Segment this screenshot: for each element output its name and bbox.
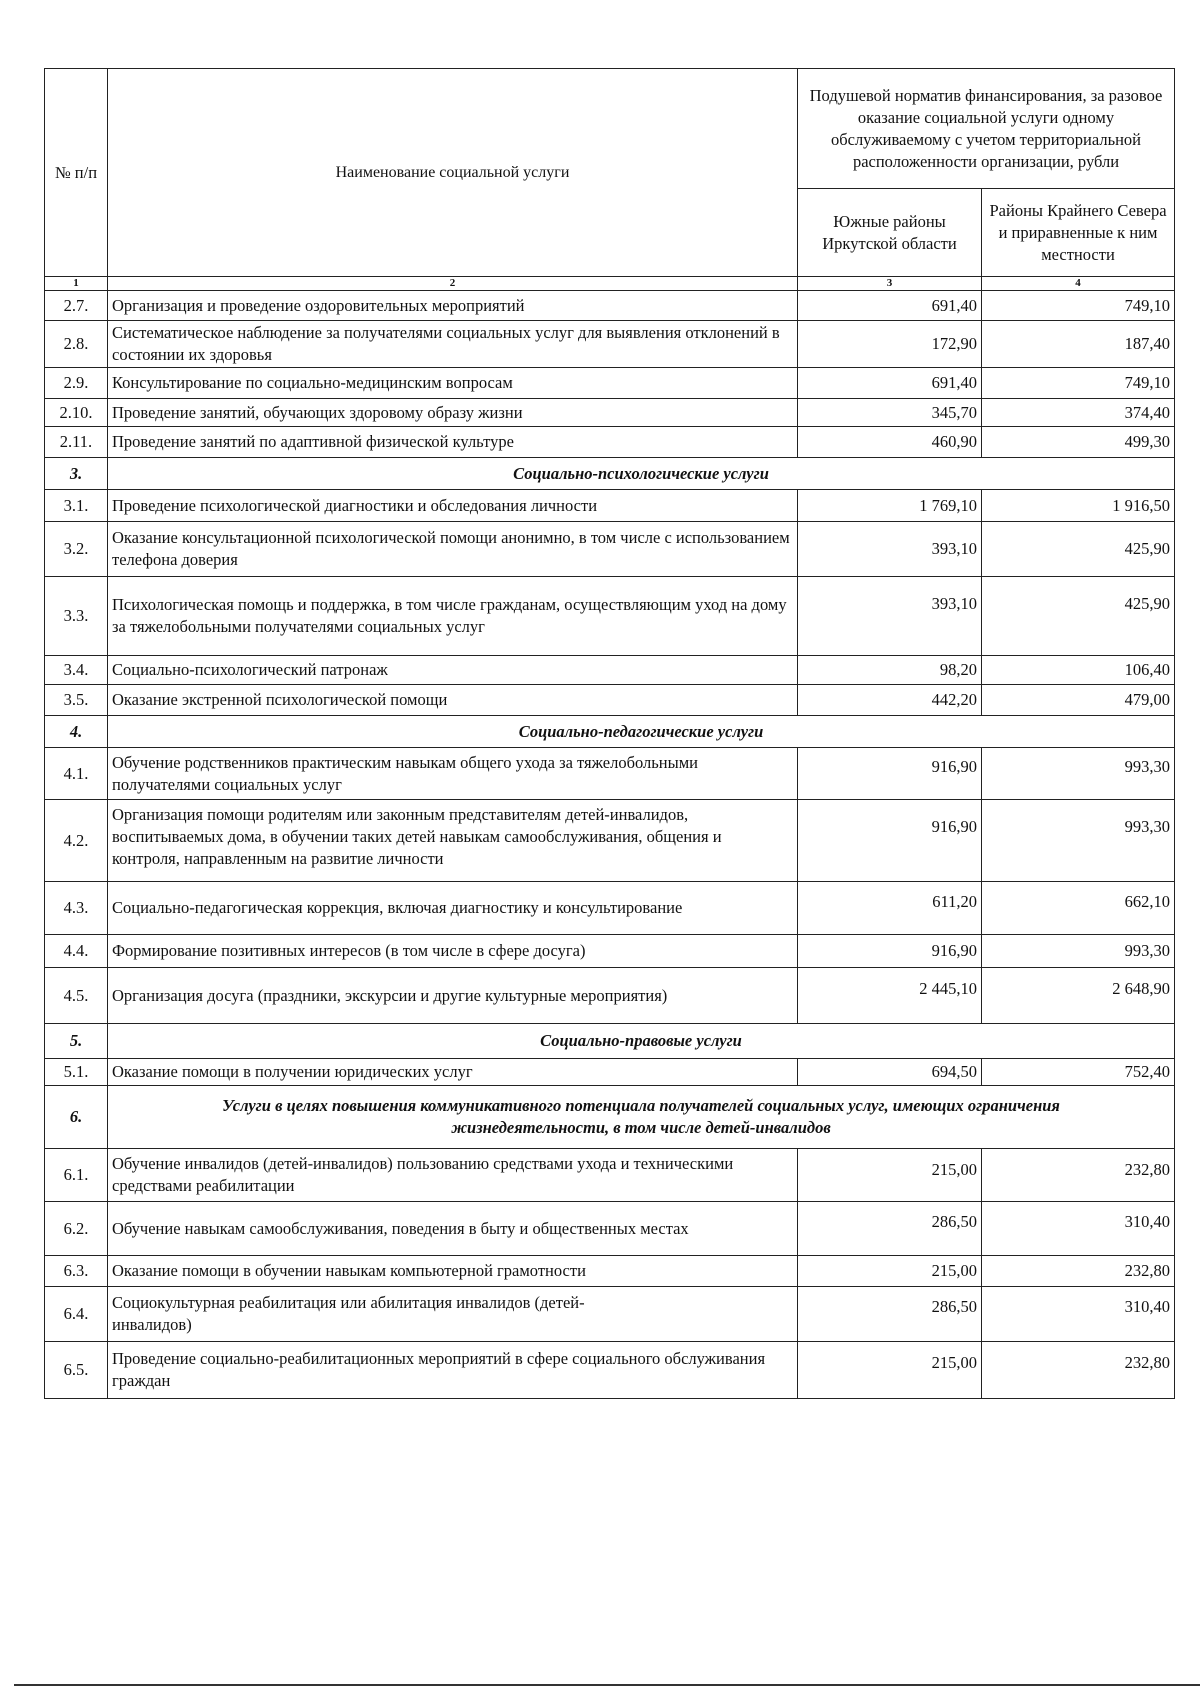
header-norm: Подушевой норматив финансирования, за разовое оказание социальной услуги одному обслуживаемому с учетом территориальной расположенности организации, рубли: [798, 69, 1175, 189]
row-number: 6.5.: [45, 1342, 108, 1399]
row-south: 460,90: [798, 427, 982, 458]
section-row: [45, 716, 1175, 748]
row-number: 3.2.: [45, 522, 108, 577]
row-name: Оказание экстренной психологической помощи: [108, 685, 798, 716]
row-south: 215,00: [798, 1342, 982, 1399]
row-number: 4.5.: [45, 968, 108, 1024]
row-north: 187,40: [982, 321, 1175, 368]
page-bottom-line: [14, 1684, 1200, 1686]
section-number: 3.: [45, 458, 108, 490]
row-south: 916,90: [798, 748, 982, 800]
row-number: 3.5.: [45, 685, 108, 716]
row-north: 749,10: [982, 291, 1175, 321]
row-north: 993,30: [982, 748, 1175, 800]
row-number: 2.10.: [45, 399, 108, 427]
index-cell: 4: [982, 277, 1175, 291]
row-number: 6.4.: [45, 1287, 108, 1342]
row-south: 442,20: [798, 685, 982, 716]
row-south: 172,90: [798, 321, 982, 368]
row-north: 752,40: [982, 1059, 1175, 1086]
row-north: 662,10: [982, 882, 1175, 935]
row-south: 215,00: [798, 1149, 982, 1202]
table-row: [45, 656, 1175, 685]
row-south: 345,70: [798, 399, 982, 427]
header-north: Районы Крайнего Севера и приравненные к ним местности: [982, 189, 1175, 277]
table-row: [45, 882, 1175, 935]
table-row: [45, 368, 1175, 399]
table-row: [45, 522, 1175, 577]
table-row: [45, 1256, 1175, 1287]
row-south: 393,10: [798, 577, 982, 656]
table-row: [45, 748, 1175, 800]
row-number: 4.4.: [45, 935, 108, 968]
row-name: Социокультурная реабилитация или абилитация инвалидов (детей-инвалидов): [108, 1287, 798, 1342]
row-number: 6.2.: [45, 1202, 108, 1256]
row-north: 479,00: [982, 685, 1175, 716]
header-row: [45, 69, 1175, 189]
row-south: 694,50: [798, 1059, 982, 1086]
row-north: 499,30: [982, 427, 1175, 458]
row-name: Проведение занятий по адаптивной физической культуре: [108, 427, 798, 458]
row-name: Консультирование по социально-медицинским вопросам: [108, 368, 798, 399]
index-cell: 3: [798, 277, 982, 291]
row-name: Оказание консультационной психологической помощи анонимно, в том числе с использованием телефона доверия: [108, 522, 798, 577]
index-row: [45, 277, 1175, 291]
table-row: [45, 685, 1175, 716]
row-name: Организация помощи родителям или законным представителям детей-инвалидов, воспитываемых дома, в обучении таких детей навыкам самообслуживания, общения и контроля, направленным на развитие личности: [108, 800, 798, 882]
row-number: 3.4.: [45, 656, 108, 685]
row-name: Социально-педагогическая коррекция, включая диагностику и консультирование: [108, 882, 798, 935]
table-row: [45, 1149, 1175, 1202]
section-title: Социально-психологические услуги: [108, 458, 1175, 490]
section-title: Социально-педагогические услуги: [108, 716, 1175, 748]
row-north: 749,10: [982, 368, 1175, 399]
row-south: 393,10: [798, 522, 982, 577]
table-row: [45, 291, 1175, 321]
row-number: 3.1.: [45, 490, 108, 522]
row-number: 2.7.: [45, 291, 108, 321]
row-north: 106,40: [982, 656, 1175, 685]
row-number: 2.8.: [45, 321, 108, 368]
row-north: 310,40: [982, 1202, 1175, 1256]
row-name: Психологическая помощь и поддержка, в том числе гражданам, осуществляющим уход на дому за тяжелобольными получателями социальных услуг: [108, 577, 798, 656]
row-name: Оказание помощи в обучении навыкам компьютерной грамотности: [108, 1256, 798, 1287]
row-north: 425,90: [982, 577, 1175, 656]
section-number: 5.: [45, 1024, 108, 1059]
table-row: [45, 1202, 1175, 1256]
row-number: 6.1.: [45, 1149, 108, 1202]
header-number: № п/п: [45, 69, 108, 277]
row-name: Оказание помощи в получении юридических услуг: [108, 1059, 798, 1086]
table-row: [45, 427, 1175, 458]
table-row: [45, 1287, 1175, 1342]
row-number: 6.3.: [45, 1256, 108, 1287]
row-number: 4.1.: [45, 748, 108, 800]
row-north: 232,80: [982, 1149, 1175, 1202]
row-number: 2.11.: [45, 427, 108, 458]
table-row: [45, 1342, 1175, 1399]
table-row: [45, 800, 1175, 882]
row-name: Систематическое наблюдение за получателями социальных услуг для выявления отклонений в состоянии их здоровья: [108, 321, 798, 368]
row-north: 425,90: [982, 522, 1175, 577]
row-number: 4.3.: [45, 882, 108, 935]
index-cell: 1: [45, 277, 108, 291]
row-number: 4.2.: [45, 800, 108, 882]
row-north: 310,40: [982, 1287, 1175, 1342]
row-north: 374,40: [982, 399, 1175, 427]
row-south: 98,20: [798, 656, 982, 685]
row-south: 215,00: [798, 1256, 982, 1287]
row-north: 232,80: [982, 1342, 1175, 1399]
row-name: Обучение инвалидов (детей-инвалидов) пользованию средствами ухода и техническими средствами реабилитации: [108, 1149, 798, 1202]
row-north: 1 916,50: [982, 490, 1175, 522]
row-south: 916,90: [798, 935, 982, 968]
section-title: Социально-правовые услуги: [108, 1024, 1175, 1059]
section-number: 4.: [45, 716, 108, 748]
row-name: Обучение родственников практическим навыкам общего ухода за тяжелобольными получателями социальных услуг: [108, 748, 798, 800]
table-row: [45, 399, 1175, 427]
tariff-table: [44, 68, 1175, 1399]
section-row: [45, 1024, 1175, 1059]
row-north: 2 648,90: [982, 968, 1175, 1024]
row-south: 611,20: [798, 882, 982, 935]
row-south: 2 445,10: [798, 968, 982, 1024]
row-north: 993,30: [982, 800, 1175, 882]
row-south: 691,40: [798, 368, 982, 399]
row-north: 993,30: [982, 935, 1175, 968]
table-row: [45, 321, 1175, 368]
row-number: 2.9.: [45, 368, 108, 399]
table-row: [45, 968, 1175, 1024]
header-name: Наименование социальной услуги: [108, 69, 798, 277]
row-south: 691,40: [798, 291, 982, 321]
row-name: Организация и проведение оздоровительных мероприятий: [108, 291, 798, 321]
row-name: Проведение социально-реабилитационных мероприятий в сфере социального обслуживания граждан: [108, 1342, 798, 1399]
row-south: 286,50: [798, 1202, 982, 1256]
section-row: [45, 1086, 1175, 1149]
table-row: [45, 1059, 1175, 1086]
section-row: [45, 458, 1175, 490]
row-number: 5.1.: [45, 1059, 108, 1086]
row-name: Обучение навыкам самообслуживания, поведения в быту и общественных местах: [108, 1202, 798, 1256]
row-name: Проведение занятий, обучающих здоровому образу жизни: [108, 399, 798, 427]
section-title: Услуги в целях повышения коммуникативного потенциала получателей социальных услуг, имеющих ограничения жизнедеятельности, в том числе детей-инвалидов: [108, 1086, 1175, 1149]
row-name: Проведение психологической диагностики и обследования личности: [108, 490, 798, 522]
row-name: Социально-психологический патронаж: [108, 656, 798, 685]
row-south: 1 769,10: [798, 490, 982, 522]
row-north: 232,80: [982, 1256, 1175, 1287]
table-row: [45, 490, 1175, 522]
header-south: Южные районы Иркутской области: [798, 189, 982, 277]
table-row: [45, 577, 1175, 656]
row-number: 3.3.: [45, 577, 108, 656]
row-name: Организация досуга (праздники, экскурсии и другие культурные мероприятия): [108, 968, 798, 1024]
row-name: Формирование позитивных интересов (в том числе в сфере досуга): [108, 935, 798, 968]
table-row: [45, 935, 1175, 968]
row-south: 916,90: [798, 800, 982, 882]
row-south: 286,50: [798, 1287, 982, 1342]
section-number: 6.: [45, 1086, 108, 1149]
index-cell: 2: [108, 277, 798, 291]
